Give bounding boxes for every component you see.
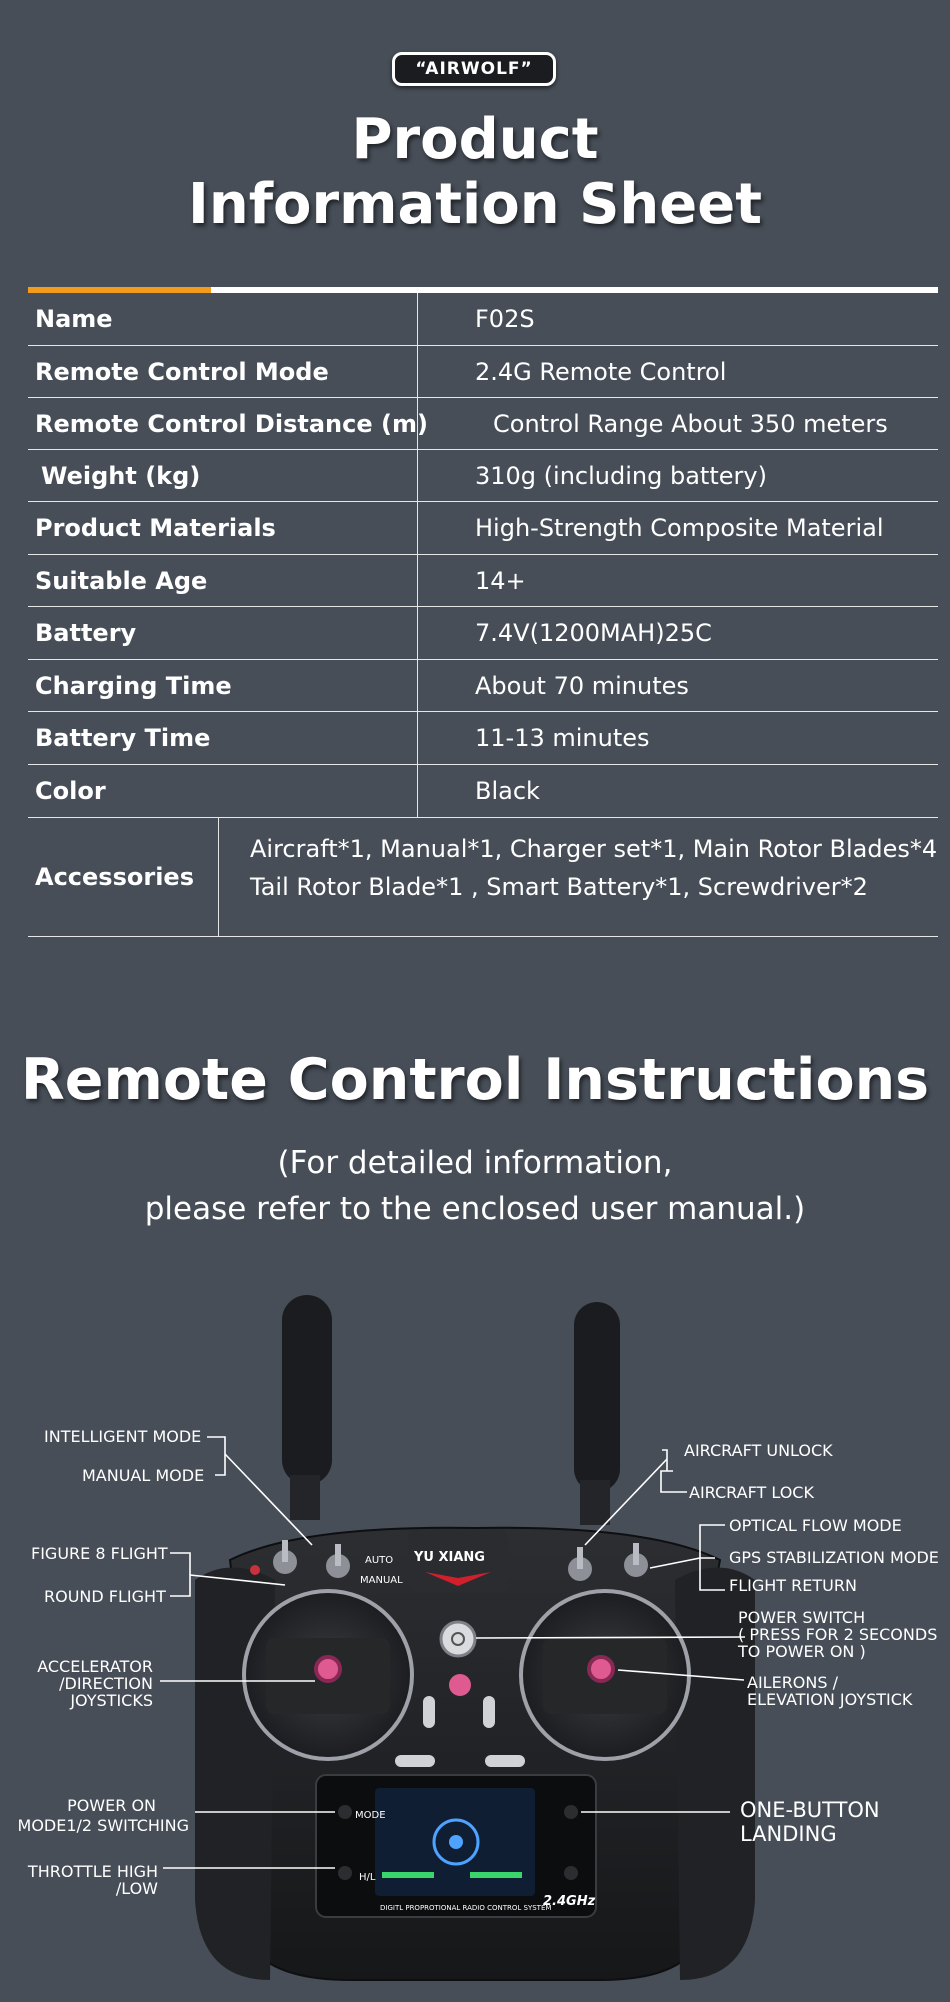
row-value: About 70 minutes (475, 671, 689, 700)
switch-manual-label: MANUAL (360, 1575, 403, 1586)
label-round-flight: ROUND FLIGHT (44, 1587, 166, 1606)
label-power-switch-line3: TO POWER ON ) (738, 1642, 866, 1661)
label-one-button-landing (740, 1798, 880, 1846)
row-label: Accessories (35, 863, 194, 891)
subtitle-line2: please refer to the enclosed user manual.) (144, 1191, 806, 1227)
row-label: Color (35, 777, 106, 805)
center-button[interactable] (449, 1674, 471, 1696)
label-flight-return: FLIGHT RETURN (729, 1576, 857, 1595)
label-ailerons-line1: AILERONS / (747, 1673, 838, 1692)
table-row (28, 660, 938, 712)
hl-button[interactable] (338, 1866, 352, 1880)
row-value: 14+ (475, 566, 526, 595)
row-label: Name (35, 305, 113, 333)
antenna-right (574, 1302, 620, 1525)
row-value: 7.4V(1200MAH)25C (475, 619, 712, 647)
label-ailerons-line2: ELEVATION JOYSTICK (747, 1690, 913, 1709)
table-row (28, 450, 938, 502)
mode-button[interactable] (338, 1805, 352, 1819)
label-landing-line2: LANDING (740, 1822, 837, 1846)
row-value: 2.4G Remote Control (475, 357, 727, 386)
label-optical-flow-mode: OPTICAL FLOW MODE (729, 1516, 902, 1535)
mode-key-label: MODE (355, 1810, 386, 1821)
screen-footer: DIGITL PROPROTIONAL RADIO CONTROL SYSTEM (380, 1904, 552, 1912)
label-ailerons (747, 1674, 912, 1708)
label-power-switch-line2: ( PRESS FOR 2 SECONDS (738, 1625, 938, 1644)
row-value: 11-13 minutes (475, 724, 650, 752)
controller-diagram (0, 1280, 950, 2002)
page-title-line2: Information Sheet (187, 172, 763, 237)
controller-brand: YU XIANG (414, 1550, 485, 1565)
label-aircraft-unlock: AIRCRAFT UNLOCK (684, 1441, 833, 1460)
row-value: Black (475, 777, 540, 805)
label-throttle (25, 1863, 158, 1897)
power-button[interactable] (441, 1622, 475, 1656)
row-value: F02S (475, 305, 535, 333)
label-power-on-line2: MODE1/2 SWITCHING (17, 1816, 189, 1835)
left-joystick[interactable] (244, 1591, 412, 1759)
label-power-on (17, 1797, 189, 1834)
label-aircraft-lock: AIRCRAFT LOCK (689, 1483, 814, 1502)
row-label: Suitable Age (35, 566, 208, 595)
row-label: Weight (kg) (41, 461, 201, 490)
row-label: Remote Control Mode (35, 357, 329, 386)
label-throttle-line2: /LOW (115, 1879, 158, 1898)
label-figure8-flight: FIGURE 8 FLIGHT (31, 1544, 168, 1563)
table-row (28, 555, 938, 607)
table-row (28, 502, 938, 555)
label-accelerator (30, 1658, 153, 1709)
row-label: Remote Control Distance (m) (35, 409, 428, 438)
accessories-row (28, 818, 938, 937)
label-throttle-line1: THROTTLE HIGH (27, 1862, 158, 1881)
row-label: Product Materials (35, 514, 276, 542)
label-manual-mode: MANUAL MODE (82, 1466, 205, 1485)
page-title-line1: Product (351, 107, 599, 172)
switch-auto-label: AUTO (365, 1555, 394, 1566)
table-row (28, 607, 938, 660)
label-gps-stabilization-mode: GPS STABILIZATION MODE (729, 1548, 939, 1567)
antenna-left (282, 1295, 332, 1520)
screen-band: 2.4GHz (543, 1894, 596, 1909)
row-label: Charging Time (35, 671, 232, 700)
row-label: Battery Time (35, 724, 211, 752)
label-power-switch-line1: POWER SWITCH (738, 1608, 866, 1627)
label-power-on-line1: POWER ON (67, 1796, 156, 1815)
section-title: Remote Control Instructions (20, 1047, 930, 1113)
row-value: High-Strength Composite Material (475, 514, 884, 542)
table-row (28, 765, 938, 818)
accessories-line1: Aircraft*1, Manual*1, Charger set*1, Main Rotor Blades*4 (250, 835, 938, 863)
label-intelligent-mode: INTELLIGENT MODE (44, 1427, 202, 1446)
table-row (28, 293, 938, 346)
row-label: Battery (35, 619, 137, 647)
label-accelerator-line3: JOYSTICKS (70, 1691, 153, 1710)
right-joystick[interactable] (521, 1591, 689, 1759)
landing-button[interactable] (564, 1805, 578, 1819)
subtitle-line1: (For detailed information, (277, 1145, 673, 1181)
label-power-switch (738, 1609, 937, 1660)
label-accelerator-line2: /DIRECTION (59, 1674, 153, 1693)
label-accelerator-line1: ACCELERATOR (37, 1657, 153, 1676)
hl-key-label: H/L (359, 1872, 376, 1883)
row-value: 310g (including battery) (475, 461, 767, 490)
accessories-list (250, 830, 937, 906)
accessories-line2: Tail Rotor Blade*1 , Smart Battery*1, Screwdriver*2 (250, 873, 868, 901)
table-row (28, 398, 938, 450)
table-row (28, 346, 938, 398)
table-row (28, 712, 938, 765)
label-landing-line1: ONE-BUTTON (740, 1798, 880, 1822)
row-value: Control Range About 350 meters (493, 409, 888, 438)
brand-badge: “AIRWOLF” (392, 52, 556, 86)
